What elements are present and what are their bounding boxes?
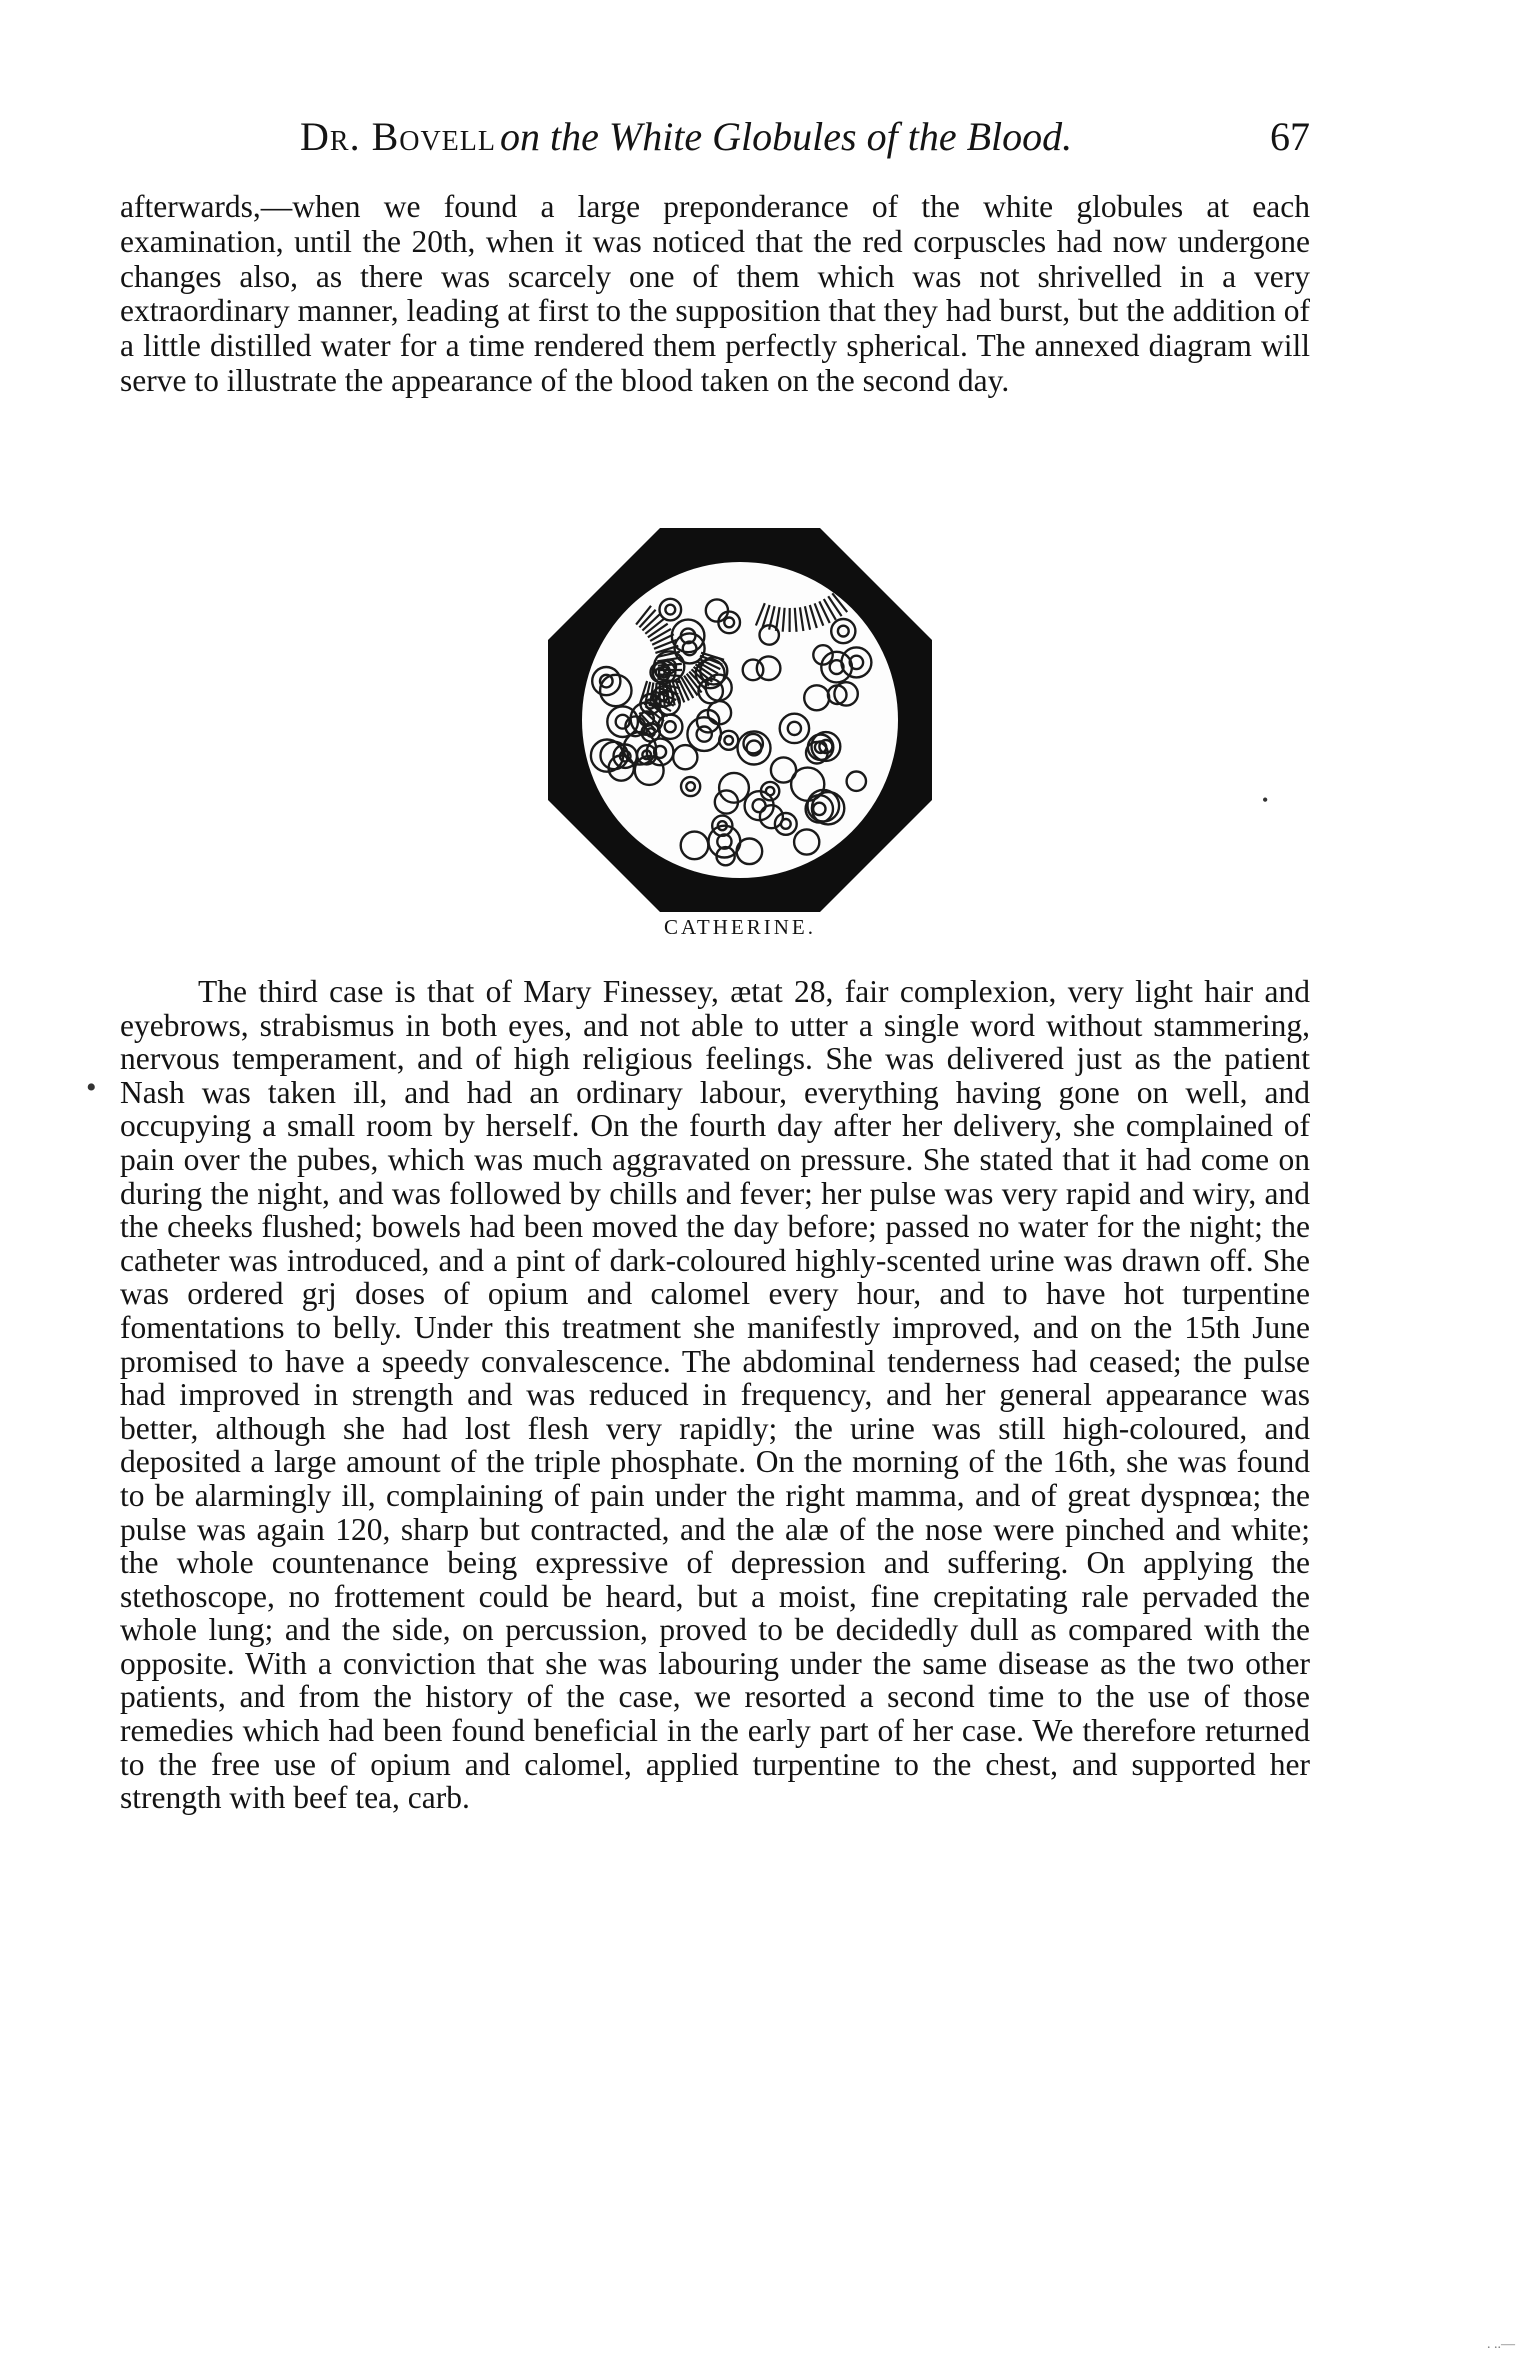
blood-diagram-illustration bbox=[540, 520, 940, 920]
figure-caption: CATHERINE. bbox=[664, 915, 816, 939]
running-head-author: Dr. Bovell bbox=[300, 114, 496, 159]
running-head-title: on the White Globules of the Blood. bbox=[500, 114, 1073, 159]
page-number: 67 bbox=[1270, 114, 1310, 159]
blood-diagram-figure bbox=[540, 520, 940, 950]
paragraph-continuation: afterwards,—when we found a large preponderance of the white globules at each examination, until the 20th, when it was noticed that the red corpuscles had now undergone changes also, as there was scarcely one of them which was not shrivelled in a very extraordinary manner, leading at first to the supposition that they had burst, but the addition of a little distilled water for a time rendered them perfectly spherical. The annexed diagram will serve to illustrate the appearance of the blood taken on the second day. bbox=[120, 189, 1310, 398]
margin-speck: • bbox=[1262, 790, 1269, 810]
corner-mark: . ..— bbox=[1487, 2337, 1515, 2352]
margin-dot: • bbox=[86, 1071, 97, 1104]
paragraph-third-case: The third case is that of Mary Finessey, ætat 28, fair complexion, very light hair and eyebrows, strabismus in both eyes, and not able to utter a single word without stammering, nervous temperament, and of high religious feelings. She was delivered just as the patient Nash was taken ill, and had an ordinary labour, everything having gone on well, and occupying a small room by herself. On the fourth day after her delivery, she complained of pain over the pubes, which was much aggravated on pressure. She stated that it had come on during the night, and was followed by chills and fever; her pulse was very rapid and wiry, and the cheeks flushed; bowels had been moved the day before; passed no water for the night; the catheter was introduced, and a pint of dark-coloured highly-scented urine was drawn off. She was ordered grj doses of opium and calomel every hour, and to have hot turpentine fomentations to belly. Under this treatment she manifestly improved, and on the 15th June promised to have a speedy convalescence. The abdominal tenderness had ceased; the pulse had improved in strength and was reduced in frequency, and her general appearance was better, although she had lost flesh very rapidly; the urine was still high-coloured, and deposited a large amount of the triple phosphate. On the morning of the 16th, she was found to be alarmingly ill, complaining of pain under the right mamma, and of great dyspnœa; the pulse was again 120, sharp but contracted, and the alæ of the nose were pinched and white; the whole countenance being expressive of depression and suffering. On applying the stethoscope, no frottement could be heard, but a moist, fine crepitating rale pervaded the whole lung; and the side, on percussion, proved to be decidedly dull as compared with the opposite. With a conviction that she was labouring under the same disease as the two other patients, and from the history of the case, we resorted a second time to the use of those remedies which had been found beneficial in the early part of her case. We therefore returned to the free use of opium and calomel, applied turpentine to the chest, and supported her strength with beef tea, carb. bbox=[120, 974, 1310, 1816]
running-head bbox=[300, 112, 1310, 162]
